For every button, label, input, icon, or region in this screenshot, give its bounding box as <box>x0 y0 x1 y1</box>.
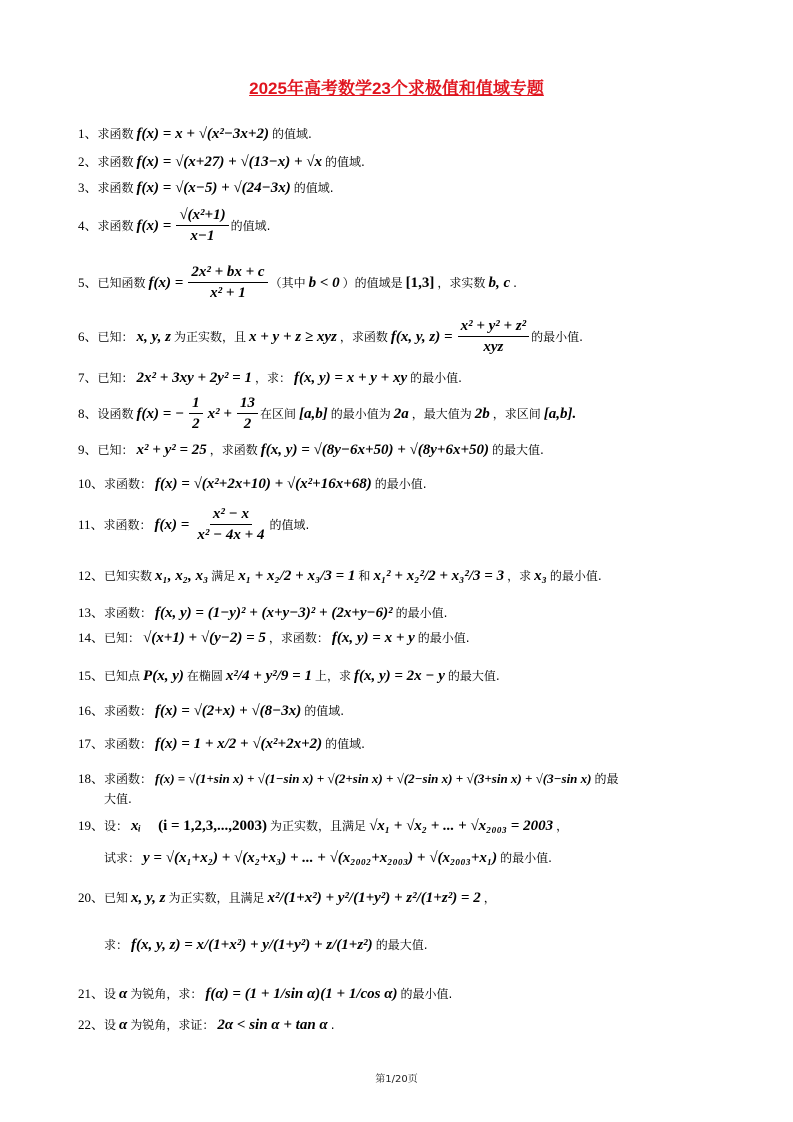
numerator: √(x²+1) <box>176 207 228 226</box>
problem-text: ，最大值为 <box>411 406 472 421</box>
problem-11 <box>78 506 309 543</box>
problem-text: 在区间 <box>259 406 296 421</box>
problem-text: 已知： <box>97 443 134 457</box>
problem-number: 10、 <box>78 476 105 491</box>
math-expression: b, c <box>488 274 511 291</box>
problem-number: 14、 <box>78 630 105 645</box>
numerator: x² + y² + z² <box>458 318 530 337</box>
problem-number: 16、 <box>78 703 105 718</box>
problem-number: 2、 <box>78 154 98 169</box>
problem-text: 求函数： <box>104 606 153 620</box>
problem-text: ，求 <box>507 569 532 583</box>
problem-text: 已知 <box>104 891 129 905</box>
problem-text: 已知函数 <box>97 275 146 290</box>
problem-number: 13、 <box>78 605 105 620</box>
problem-number: 9、 <box>78 442 98 457</box>
fraction <box>458 318 530 355</box>
problem-text: 的最小值. <box>500 851 552 865</box>
problem-number: 8、 <box>78 405 98 421</box>
problem-text: 在椭圆 <box>186 669 223 683</box>
fraction <box>176 207 228 244</box>
problem-16 <box>78 703 344 719</box>
problem-text: 的最大值. <box>492 443 544 457</box>
problem-14 <box>78 630 470 646</box>
math-expression: f(x) = 1 + x/2 + √(x²+2x+2) <box>155 736 323 752</box>
problem-18-continued <box>104 791 132 807</box>
problem-text: 求函数 <box>97 127 134 141</box>
math-expression: f(x, y) = 2x − y <box>353 668 445 684</box>
math-expression: P(x, y) <box>143 668 184 684</box>
problem-text: 上，求 <box>314 669 351 683</box>
problem-number: 17、 <box>78 736 105 751</box>
fraction <box>189 395 203 432</box>
problem-text: 满足 <box>211 569 236 583</box>
math-expression: x² + <box>207 405 232 422</box>
problem-number: 18、 <box>78 771 105 786</box>
problem-number: 15、 <box>78 668 105 683</box>
problem-text: 的最小值. <box>549 569 602 583</box>
problem-text: 设： <box>104 819 129 833</box>
problem-text: 的最小值. <box>395 606 448 620</box>
problem-text: ，求区间 <box>492 406 541 421</box>
problem-text: ，求： <box>254 371 291 385</box>
problem-text: 大值. <box>104 792 132 806</box>
problem-text: 的值域. <box>324 155 365 169</box>
math-expression: x₁² + x₂²/2 + x₃²/3 = 3 <box>373 568 505 584</box>
denominator: 2 <box>192 416 200 432</box>
problem-text: 为正实数，且满足 <box>168 891 265 905</box>
problem-text: ，求函数： <box>268 631 329 645</box>
fraction <box>188 264 267 301</box>
problem-text: 求函数： <box>104 477 153 491</box>
math-expression: f(x) = <box>136 217 172 234</box>
math-expression: f(α) = (1 + 1/sin α)(1 + 1/cos α) <box>205 986 398 1002</box>
problem-21 <box>78 986 452 1002</box>
math-expression: x₁, x₂, x₃ <box>155 568 209 584</box>
math-expression: y = √(x₁+x₂) + √(x₂+x₃) + ... + √(x₂₀₀₂+x₂₀₀₃) + √(x₂₀₀₃+x₁) <box>143 850 498 866</box>
problem-6 <box>78 318 583 355</box>
math-expression: x²/(1+x²) + y²/(1+y²) + z²/(1+z²) = 2 <box>267 890 481 906</box>
denominator: xyz <box>483 339 504 355</box>
math-expression: x, y, z <box>131 890 166 906</box>
numerator: x² − x <box>210 506 252 525</box>
problem-8 <box>78 395 579 432</box>
problem-20 <box>78 890 496 906</box>
problem-text: ，求函数 <box>339 329 388 344</box>
problem-text: 的值域. <box>269 517 310 532</box>
problem-text: 的最小值. <box>417 631 470 645</box>
problem-text: 的最大值. <box>375 938 428 952</box>
numerator: 2x² + bx + c <box>188 264 267 283</box>
math-expression: [a,b]. <box>543 405 577 422</box>
math-expression: √(x+1) + √(y−2) = 5 <box>143 630 266 646</box>
problem-text: 的值域. <box>325 737 365 751</box>
problem-number: 1、 <box>78 126 98 141</box>
problem-text: . <box>330 1018 335 1032</box>
problem-19 <box>78 818 568 834</box>
math-expression: 2a <box>393 405 409 422</box>
problem-number: 6、 <box>78 328 98 344</box>
problem-text: 求函数 <box>97 218 134 233</box>
problem-1 <box>78 126 312 142</box>
problem-text: 已知实数 <box>104 569 153 583</box>
problem-12 <box>78 568 602 584</box>
numerator: 1 <box>189 395 203 414</box>
problem-text: 求函数： <box>103 517 152 532</box>
math-expression: f(x) = √(1+sin x) + √(1−sin x) + √(2+sin x) + √(2−sin x) + √(3+sin x) + √(3−sin x) <box>155 771 592 786</box>
problem-text: ，求实数 <box>437 275 486 290</box>
math-expression: x + y + z ≥ xyz <box>249 328 337 345</box>
problem-text: 的最大值. <box>447 669 500 683</box>
problem-number: 7、 <box>78 370 98 385</box>
problem-18 <box>78 771 619 787</box>
math-expression: f(x) = <box>148 274 184 291</box>
problem-text: 已知： <box>104 631 141 645</box>
problem-2 <box>78 154 365 170</box>
problem-number: 3、 <box>78 180 98 195</box>
problem-text: 求函数： <box>104 737 153 751</box>
math-expression: f(x) = − <box>136 405 185 422</box>
document-title: 2025年高考数学23个求极值和值域专题 <box>249 79 544 98</box>
problem-text: 设 <box>104 987 117 1001</box>
math-expression: 2b <box>474 405 490 422</box>
math-expression: f(x) = √(x−5) + √(24−3x) <box>136 180 291 196</box>
math-expression: x, y, z <box>136 328 171 345</box>
problem-text: 为正实数，且 <box>173 329 246 344</box>
problem-text: 的值域. <box>304 704 345 718</box>
problem-text: ， <box>483 891 496 905</box>
problem-text: 的最小值. <box>374 477 427 491</box>
problem-text: 求函数： <box>104 704 153 718</box>
problem-text: 设 <box>104 1018 117 1032</box>
problem-text: 已知点 <box>104 669 141 683</box>
problem-text: 的值域. <box>271 127 312 141</box>
problem-text: 已知： <box>97 371 134 385</box>
problem-19-line2 <box>104 850 552 866</box>
problem-text: 为锐角，求证： <box>130 1018 215 1032</box>
math-expression: α <box>119 1017 128 1033</box>
math-expression: √x₁ + √x₂ + ... + √x₂₀₀₃ = 2003 <box>369 818 554 834</box>
math-expression: f(x, y, z) = x/(1+x²) + y/(1+y²) + z/(1+z²) <box>131 937 373 953</box>
problem-text: 和 <box>358 569 371 583</box>
math-expression: f(x) = <box>154 516 190 533</box>
math-expression: f(x, y) = x + y <box>331 630 415 646</box>
problem-text: 的最小值. <box>400 987 453 1001</box>
problem-22 <box>78 1017 335 1033</box>
problem-10 <box>78 476 427 492</box>
math-expression: [1,3] <box>405 274 435 291</box>
problem-20-line2 <box>104 937 428 953</box>
math-expression: f(x, y, z) = <box>390 328 453 345</box>
math-expression: x² + y² = 25 <box>136 442 207 458</box>
math-expression: f(x) = √(x²+2x+10) + √(x²+16x+68) <box>155 476 372 492</box>
math-expression: x₃ <box>534 568 547 584</box>
denominator: 2 <box>243 416 252 432</box>
problem-text: . <box>513 275 517 290</box>
denominator: x² + 1 <box>210 285 246 301</box>
problem-17 <box>78 736 365 752</box>
fraction <box>237 395 258 432</box>
problem-number: 21、 <box>78 986 105 1001</box>
problem-text: 的最小值. <box>410 371 462 385</box>
problem-text: 的值域. <box>230 218 271 233</box>
problem-text: 已知： <box>97 329 134 344</box>
problem-text: 求函数 <box>97 181 134 195</box>
page-number: 第1/20页 <box>375 1074 418 1085</box>
problem-9 <box>78 442 544 458</box>
numerator: 13 <box>237 395 258 414</box>
problem-text: ，求函数 <box>209 443 258 457</box>
problem-text: 为正实数，且满足 <box>270 819 367 833</box>
problem-text: 试求： <box>104 851 141 865</box>
problem-15 <box>78 668 500 684</box>
problem-text: 的值域. <box>293 181 334 195</box>
problem-number: 5、 <box>78 274 98 290</box>
problem-text: 的最小值为 <box>330 406 391 421</box>
problem-3 <box>78 180 334 196</box>
problem-number: 4、 <box>78 217 98 233</box>
math-expression: α <box>119 986 128 1002</box>
problem-text: （其中 <box>269 275 306 290</box>
fraction <box>194 506 267 543</box>
problem-5 <box>78 264 517 301</box>
math-expression: 2x² + 3xy + 2y² = 1 <box>136 370 252 386</box>
math-expression: f(x, y) = (1−y)² + (x+y−3)² + (2x+y−6)² <box>155 605 393 621</box>
math-expression: x₁ + x₂/2 + x₃/3 = 1 <box>238 568 356 584</box>
problem-number: 12、 <box>78 568 105 583</box>
problem-13 <box>78 605 447 621</box>
math-expression: (i = 1,2,3,...,2003) <box>158 818 268 834</box>
math-expression: f(x) = x + √(x²−3x+2) <box>136 126 269 142</box>
problem-number: 20、 <box>78 890 105 905</box>
problem-text: 为锐角，求： <box>130 987 203 1001</box>
problem-text: ， <box>556 819 569 833</box>
problem-number: 22、 <box>78 1017 105 1032</box>
problem-text: 设函数 <box>97 406 134 421</box>
denominator: x² − 4x + 4 <box>197 527 265 543</box>
problem-number: 11、 <box>78 516 104 532</box>
math-expression: [a,b] <box>298 405 328 422</box>
problem-number: 19、 <box>78 818 105 833</box>
denominator: x−1 <box>190 228 215 244</box>
math-expression: f(x) = √(2+x) + √(8−3x) <box>155 703 302 719</box>
math-expression: f(x, y) = √(8y−6x+50) + √(8y+6x+50) <box>260 442 490 458</box>
problem-text: 的最小值. <box>531 329 583 344</box>
math-expression: x²/4 + y²/9 = 1 <box>225 668 312 684</box>
math-expression: b < 0 <box>308 274 340 291</box>
math-expression: f(x) = √(x+27) + √(13−x) + √x <box>136 154 322 170</box>
math-expression: xᵢ <box>131 818 142 834</box>
math-expression: 2α < sin α + tan α <box>217 1017 328 1033</box>
problem-text: 的最 <box>594 772 619 786</box>
problem-text: 求： <box>104 938 129 952</box>
problem-text: 求函数 <box>97 155 134 169</box>
problem-text: ）的值域是 <box>342 275 403 290</box>
problem-7 <box>78 370 462 386</box>
problem-text: 求函数： <box>104 772 153 786</box>
problem-4 <box>78 207 270 244</box>
math-expression: f(x, y) = x + y + xy <box>294 370 408 386</box>
